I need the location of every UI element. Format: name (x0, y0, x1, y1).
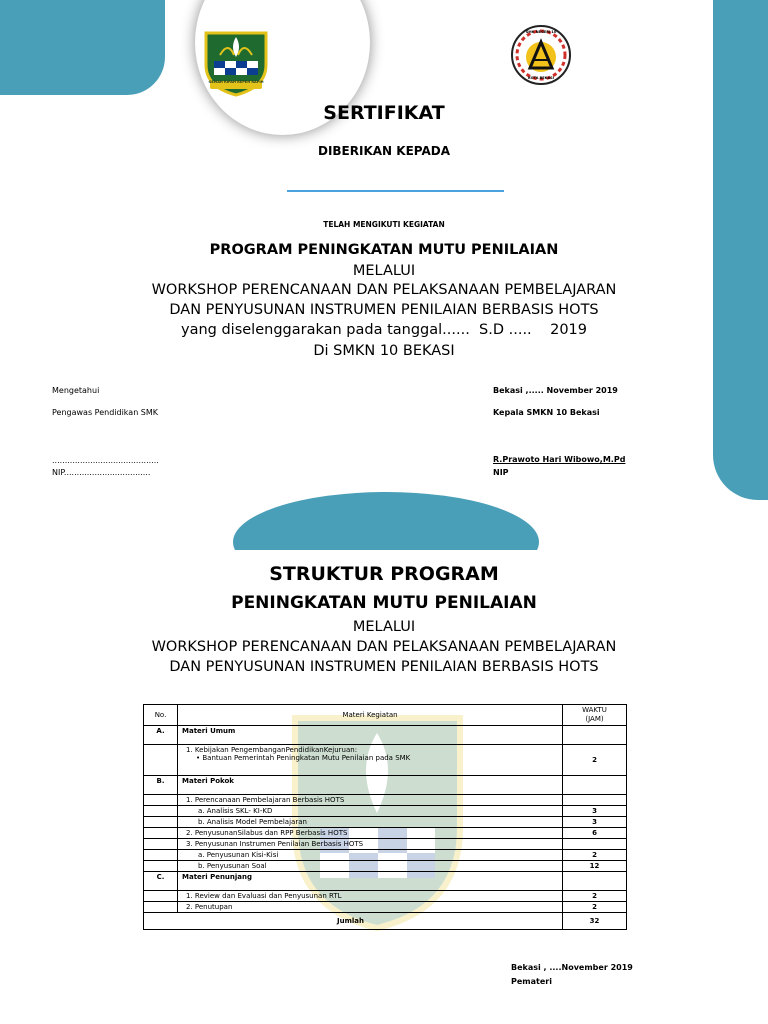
row-waktu: 6 (563, 828, 627, 839)
right-date: Bekasi ,..... November 2019 (493, 386, 618, 395)
program-table (143, 704, 627, 930)
workshop-line-2: DAN PENYUSUNAN INSTRUMEN PENILAIAN BERBASIS HOTS (169, 302, 599, 318)
row-waktu: 12 (563, 861, 627, 872)
footer-role: Pemateri (511, 977, 552, 986)
left-name: .......................................... (52, 456, 159, 465)
structure-subtitle: PENINGKATAN MUTU PENILAIAN (231, 593, 537, 613)
row-materi (178, 745, 563, 776)
row-no (144, 891, 178, 902)
row-waktu: 3 (563, 806, 627, 817)
left-acknowledge: Mengetahui (52, 386, 100, 395)
header-waktu: WAKTU (JAM) (563, 705, 627, 726)
table-row (144, 726, 627, 745)
row-no (144, 745, 178, 776)
workshop-line-1: WORKSHOP PERENCANAAN DAN PELAKSANAAN PEMBELAJARAN (151, 282, 617, 298)
table-row (144, 850, 627, 861)
structure-through: MELALUI (352, 619, 416, 635)
structure-line-2: DAN PENYUSUNAN INSTRUMEN PENILAIAN BERBASIS HOTS (169, 659, 599, 675)
west-java-emblem-icon (200, 25, 272, 97)
row-no (144, 861, 178, 872)
program-title: PROGRAM PENINGKATAN MUTU PENILAIAN (209, 242, 559, 258)
row-no (144, 902, 178, 913)
decorative-tab-left (0, 0, 165, 95)
table-row (144, 891, 627, 902)
table-row (144, 839, 627, 850)
header-no: No. (144, 705, 178, 726)
row-materi: Materi Umum (178, 726, 563, 745)
date-line: yang diselenggarakan pada tanggal...... S.D ..... 2019 (181, 322, 587, 338)
table-row (144, 902, 627, 913)
row-materi: b. Penyusunan Soal (178, 861, 563, 872)
row-materi: 1. Review dan Evaluasi dan Penyusunan RTL (178, 891, 563, 902)
row-materi: Materi Penunjang (178, 872, 563, 891)
right-logo-top-text: SMK NEGERI 10 (525, 30, 557, 34)
table-row (144, 817, 627, 828)
left-logo-motto: GEMAH RIPAH REPEH RAPIH (208, 80, 264, 84)
certificate-title: SERTIFIKAT (323, 102, 445, 124)
row-waktu: 2 (563, 850, 627, 861)
total-label: Jumlah (144, 913, 563, 930)
row-materi: b. Analisis Model Pembelajaran (178, 817, 563, 828)
row-waktu (563, 839, 627, 850)
header-materi: Materi Kegiatan (178, 705, 563, 726)
row-materi: 1. Perencanaan Pembelajaran Berbasis HOTS (178, 795, 563, 806)
right-role: Kepala SMKN 10 Bekasi (493, 408, 600, 417)
right-name: R.Prawoto Hari Wibowo,M.Pd (493, 455, 626, 464)
row-materi: Materi Pokok (178, 776, 563, 795)
row-materi: 2. Penutupan (178, 902, 563, 913)
footer-date: Bekasi , ....November 2019 (511, 963, 633, 972)
row-no (144, 817, 178, 828)
row-waktu (563, 872, 627, 891)
row-no (144, 828, 178, 839)
table-row (144, 795, 627, 806)
table-total-row (144, 913, 627, 930)
table-row (144, 776, 627, 795)
row-waktu: 2 (563, 745, 627, 776)
row-materi: 3. Penyusunan Instrumen Penilaian Berbasis HOTS (178, 839, 563, 850)
row-materi: 2. PenyusunanSilabus dan RPP Berbasis HOTS (178, 828, 563, 839)
table-row (144, 745, 627, 776)
row-no (144, 806, 178, 817)
structure-line-1: WORKSHOP PERENCANAAN DAN PELAKSANAAN PEMBELAJARAN (151, 639, 617, 655)
row-materi-bullet: • Bantuan Pemerintah Peningkatan Mutu Penilaian pada SMK (196, 754, 411, 763)
row-no (144, 795, 178, 806)
left-role: Pengawas Pendidikan SMK (52, 408, 159, 417)
row-waktu (563, 726, 627, 745)
place-line: Di SMKN 10 BEKASI (313, 343, 455, 359)
structure-title: STRUKTUR PROGRAM (269, 563, 499, 585)
recipient-name-line (287, 190, 504, 192)
row-waktu (563, 776, 627, 795)
row-no (144, 850, 178, 861)
total-value: 32 (563, 913, 627, 930)
row-materi: a. Analisis SKL- KI-KD (178, 806, 563, 817)
given-to-label: DIBERIKAN KEPADA (317, 144, 450, 158)
row-no: B. (144, 776, 178, 795)
row-no (144, 839, 178, 850)
row-no: C. (144, 872, 178, 891)
row-waktu: 2 (563, 891, 627, 902)
right-nip: NIP (493, 468, 509, 477)
right-logo-bottom-text: KOTA BEKASI (528, 76, 554, 80)
table-row (144, 861, 627, 872)
row-waktu: 3 (563, 817, 627, 828)
row-materi: a. Penyusunan Kisi-Kisi (178, 850, 563, 861)
row-materi-line: 1. Kebijakan PengembanganPendidikanKejuruan: (186, 746, 358, 755)
row-waktu: 2 (563, 902, 627, 913)
attended-label: TELAH MENGIKUTI KEGIATAN (323, 220, 445, 229)
table-row (144, 872, 627, 891)
table-row (144, 806, 627, 817)
through-label: MELALUI (352, 263, 416, 279)
table-row (144, 828, 627, 839)
table-header-row (144, 705, 627, 726)
row-no: A. (144, 726, 178, 745)
left-nip: NIP.................................. (52, 468, 151, 477)
row-waktu (563, 795, 627, 806)
